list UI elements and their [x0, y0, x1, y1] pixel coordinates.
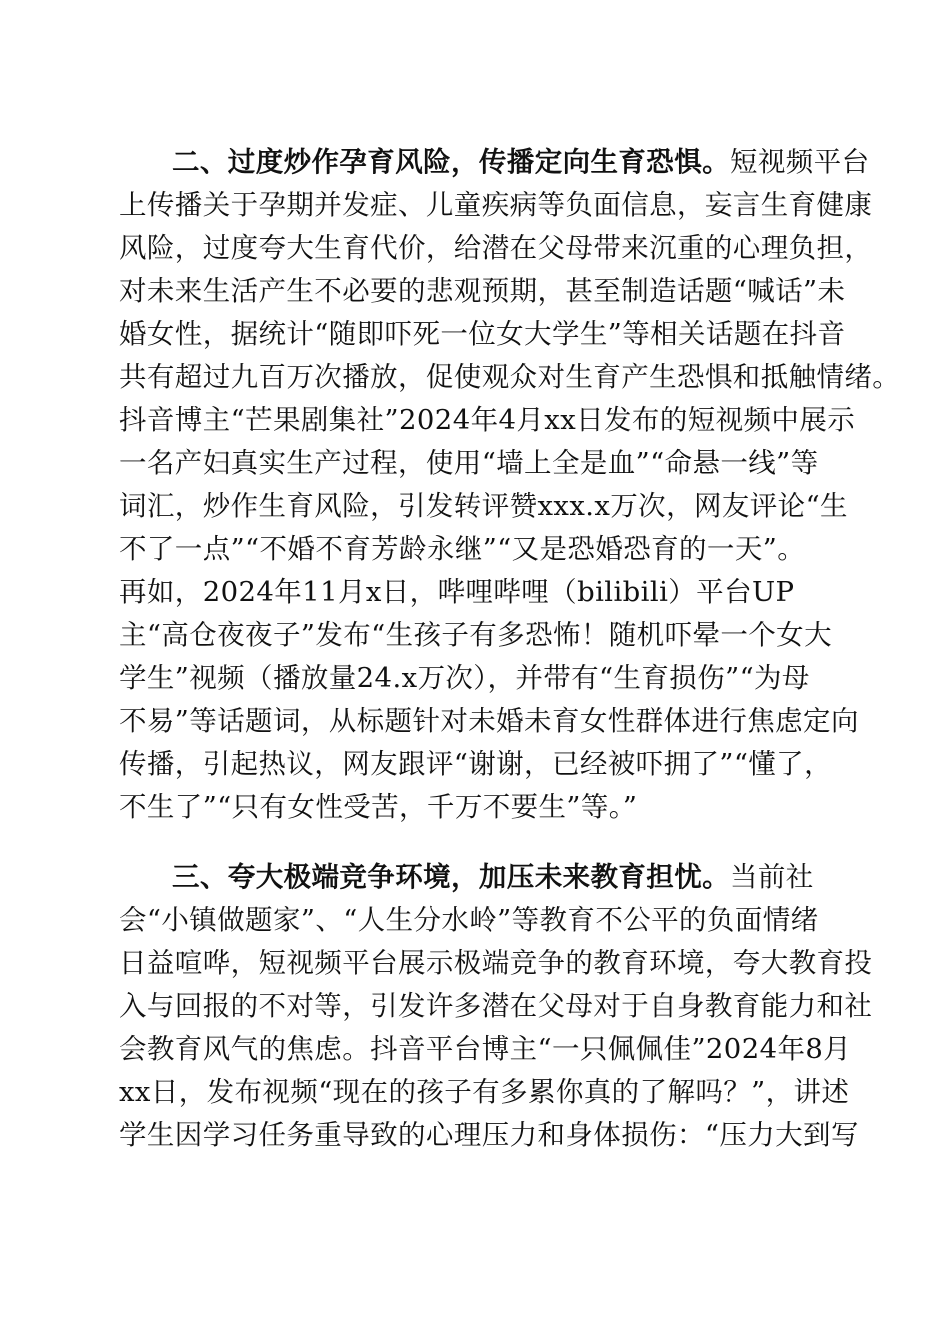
- paragraph-line: 不了一点”“不婚不育芳龄永继”“又是恐婚恐育的一天”。: [119, 533, 806, 565]
- paragraph-line: 会教育风气的焦虑。抖音平台博主“一只佩佩佳”2024年8月: [119, 1033, 852, 1065]
- paragraph-line: 一名产妇真实生产过程，使用“墙上全是血”“命悬一线”等: [119, 447, 819, 479]
- section-2-heading: 二、过度炒作孕育风险，传播定向生育恐惧。: [172, 146, 730, 178]
- paragraph-line: 主“高仓夜夜子”发布“生孩子有多恐怖！随机吓晕一个女大: [119, 619, 832, 651]
- section-2-first-line: [172, 142, 870, 182]
- paragraph-line: 传播，引起热议，网友跟评“谢谢，已经被吓拥了”“懂了，: [119, 748, 832, 780]
- paragraph-line: 不生了”“只有女性受苦，千万不要生”等。”: [119, 791, 638, 823]
- paragraph-line: 入与回报的不对等，引发许多潜在父母对于自身教育能力和社: [119, 990, 873, 1022]
- paragraph-line: 上传播关于孕期并发症、儿童疾病等负面信息，妄言生育健康: [119, 189, 873, 221]
- section-3-heading: 三、夸大极端竞争环境，加压未来教育担忧。: [172, 861, 730, 893]
- paragraph-text: 当前社: [730, 861, 814, 893]
- paragraph-line: 对未来生活产生不必要的悲观预期，甚至制造话题“喊话”未: [119, 275, 846, 307]
- paragraph-line: 抖音博主“芒果剧集社”2024年4月xx日发布的短视频中展示: [119, 404, 856, 436]
- paragraph-line: 学生”视频（播放量24.x万次），并带有“生育损伤”“为母: [119, 662, 810, 694]
- paragraph-line: 会“小镇做题家”、“人生分水岭”等教育不公平的负面情绪: [119, 904, 819, 936]
- paragraph-line: 学生因学习任务重导致的心理压力和身体损伤：“压力大到写: [119, 1119, 859, 1151]
- section-3-first-line: [172, 857, 814, 897]
- paragraph-line: 不易”等话题词，从标题针对未婚未育女性群体进行焦虑定向: [119, 705, 859, 737]
- paragraph-line: 再如，2024年11月x日，哔哩哔哩（bilibili）平台UP: [119, 576, 795, 608]
- paragraph-line: 风险，过度夸大生育代价，给潜在父母带来沉重的心理负担，: [119, 232, 873, 264]
- paragraph-text: 短视频平台: [730, 146, 870, 178]
- paragraph-line: 婚女性，据统计“随即吓死一位女大学生”等相关话题在抖音: [119, 318, 846, 350]
- paragraph-line: 词汇，炒作生育风险，引发转评赞xxx.x万次，网友评论“生: [119, 490, 848, 522]
- paragraph-line: 共有超过九百万次播放，促使观众对生育产生恐惧和抵触情绪。: [119, 361, 901, 393]
- paragraph-line: xx日，发布视频“现在的孩子有多累你真的了解吗？”，讲述: [119, 1076, 850, 1108]
- paragraph-line: 日益喧哗，短视频平台展示极端竞争的教育环境，夸大教育投: [119, 947, 873, 979]
